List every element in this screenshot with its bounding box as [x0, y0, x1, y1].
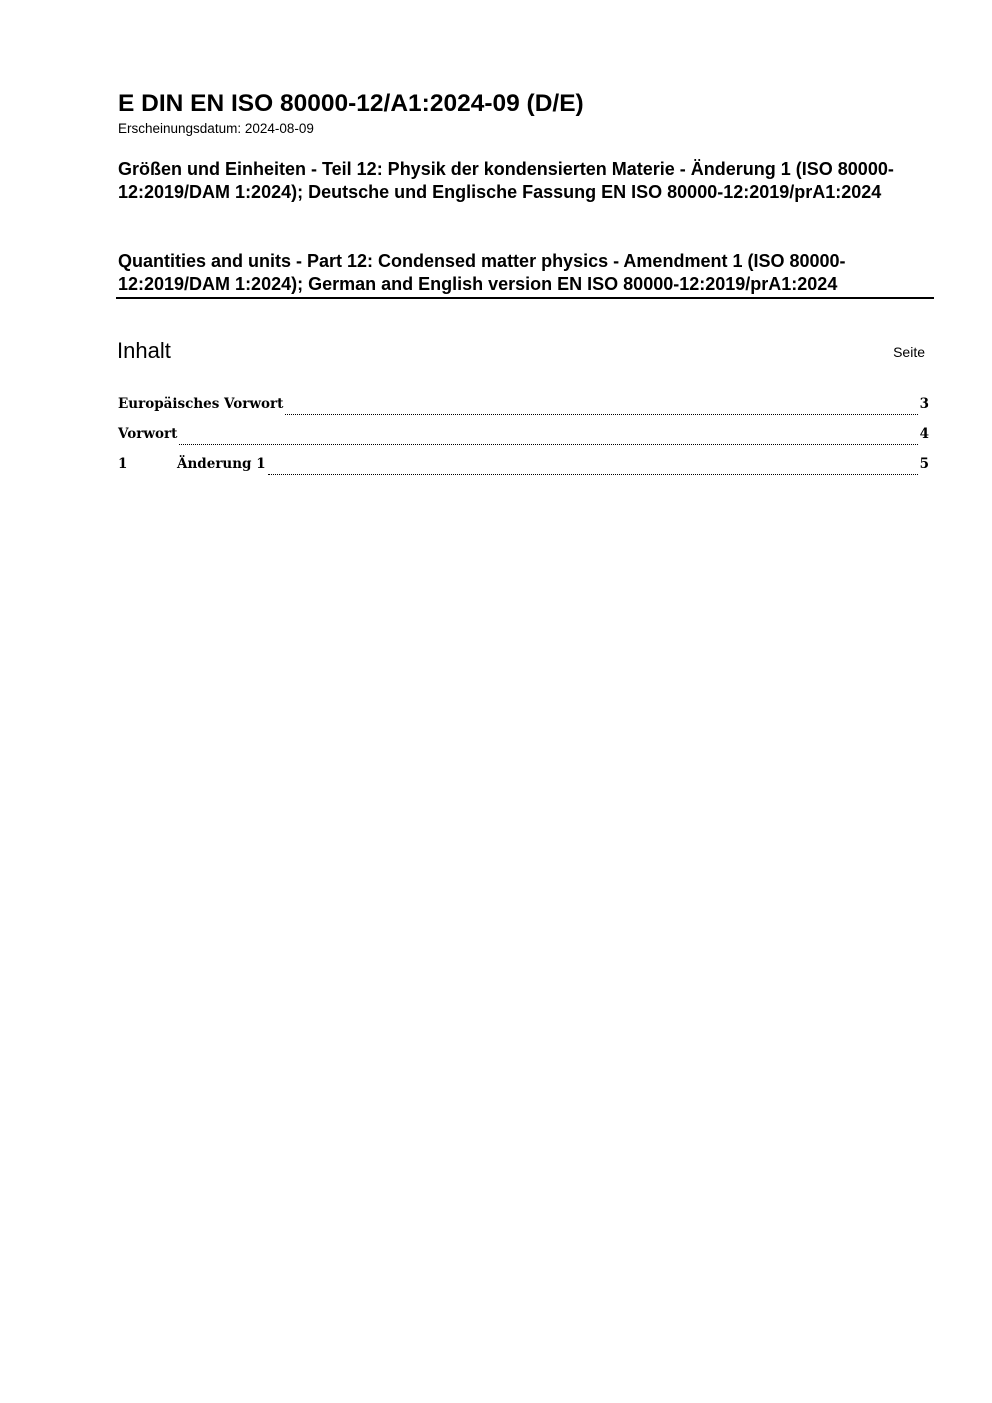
- publication-date: Erscheinungsdatum: 2024-08-09: [118, 121, 314, 136]
- toc-entry-page: 3: [919, 396, 929, 412]
- toc-entry-title: Änderung 1: [177, 456, 266, 472]
- table-of-contents: [118, 394, 929, 484]
- document-id: E DIN EN ISO 80000-12/A1:2024-09 (D/E): [118, 90, 584, 117]
- toc-entry-european-foreword[interactable]: [118, 394, 929, 424]
- toc-heading: Inhalt: [117, 338, 171, 363]
- toc-entry-title: Europäisches Vorwort: [118, 396, 284, 412]
- toc-page-column-label: Seite: [893, 344, 925, 360]
- title-divider: [116, 297, 934, 299]
- german-title-block: [118, 158, 933, 204]
- english-title: Quantities and units - Part 12: Condensed matter physics - Amendment 1 (ISO 80000-12:2019/DAM 1:2024); German and English version EN ISO 80000-12:2019/prA1:2024: [118, 251, 846, 294]
- toc-dot-leader: [268, 473, 918, 475]
- toc-dot-leader: [179, 443, 917, 445]
- toc-header: [117, 337, 927, 367]
- document-header: [118, 89, 933, 137]
- toc-entry-page: 5: [919, 456, 929, 472]
- toc-entry-amendment-1[interactable]: [118, 454, 929, 484]
- toc-entry-page: 4: [919, 426, 929, 442]
- german-title: Größen und Einheiten - Teil 12: Physik der kondensierten Materie - Änderung 1 (ISO 80000-12:2019/DAM 1:2024); Deutsche und Englische Fassung EN ISO 80000-12:2019/prA1:2024: [118, 159, 894, 202]
- toc-entry-foreword[interactable]: [118, 424, 929, 454]
- toc-entry-title: Vorwort: [118, 426, 178, 442]
- toc-entry-number: 1: [118, 456, 128, 472]
- english-title-block: [118, 250, 933, 296]
- toc-dot-leader: [285, 413, 917, 415]
